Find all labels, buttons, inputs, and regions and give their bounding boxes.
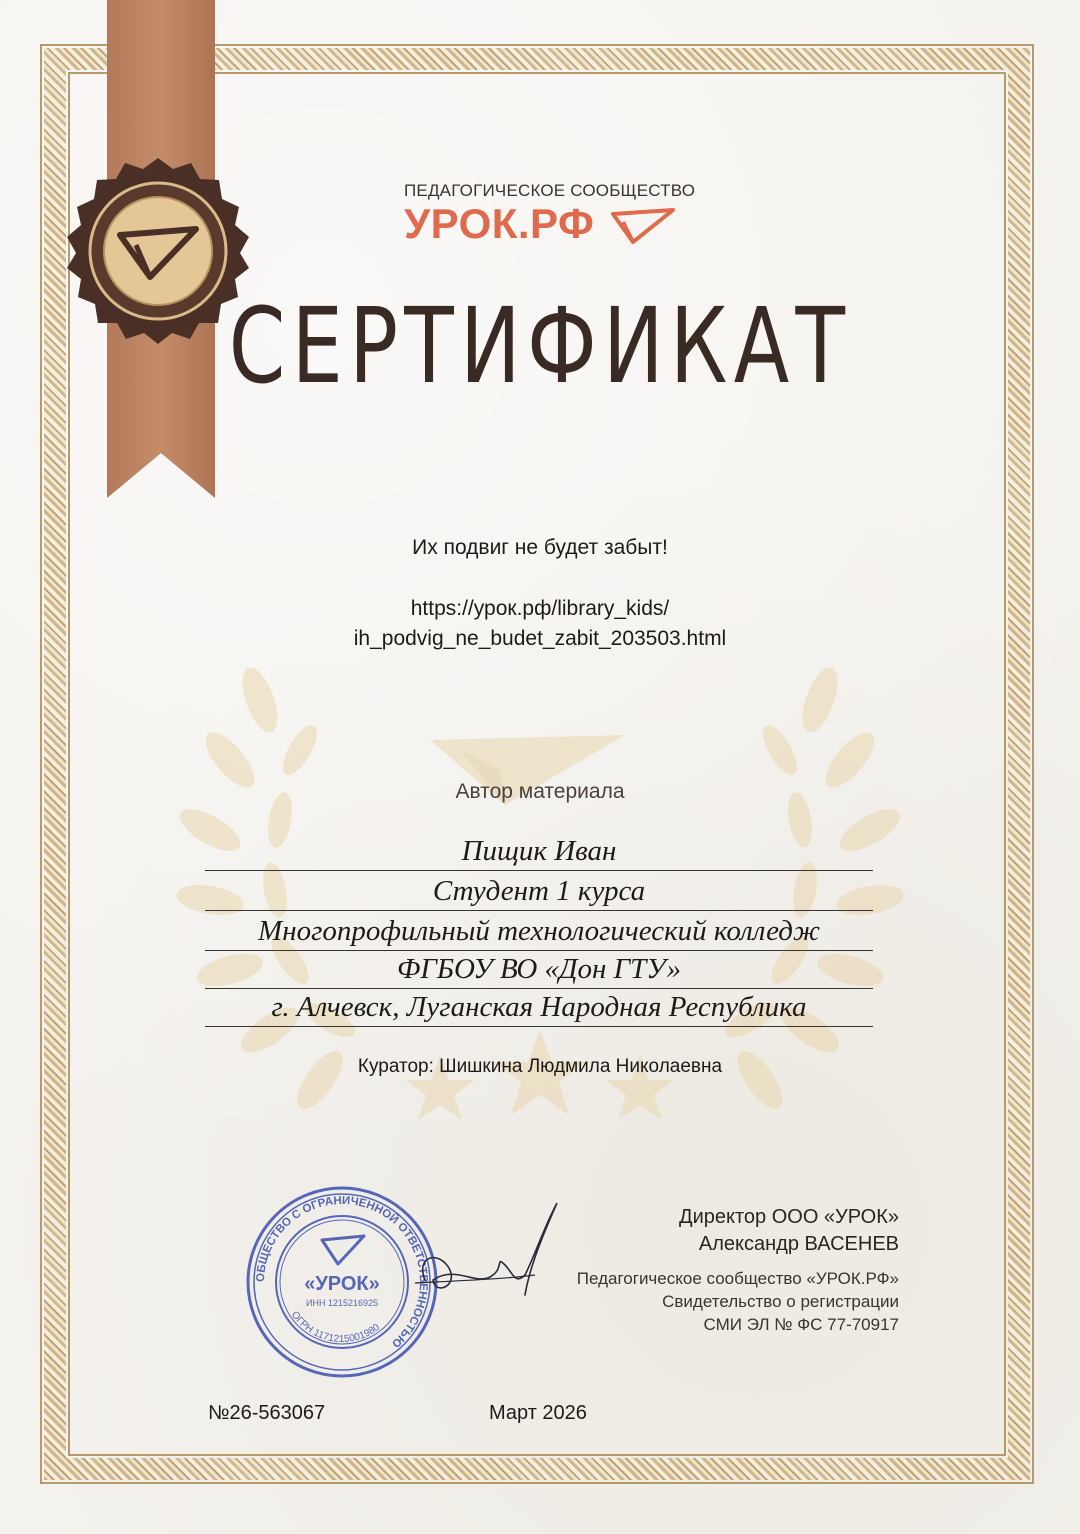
registration-block: [577, 1268, 899, 1337]
curator: Куратор: Шишкина Людмила Николаевна: [357, 1056, 723, 1077]
certificate-title: СЕРТИФИКАТ: [228, 285, 852, 407]
certificate-number: №26-563067: [208, 1402, 326, 1424]
director-signature: [395, 1195, 565, 1305]
society-name: Педагогическое сообщество «УРОК.РФ»: [576, 1269, 899, 1288]
author-college: Многопрофильный технологический колледж: [205, 912, 873, 951]
registration-number: СМИ ЭЛ № ФС 77-70917: [703, 1314, 899, 1334]
director-position: Директор ООО «УРОК»: [679, 1206, 899, 1228]
material-url-line1: https://урок.рф/library_kids/: [410, 597, 670, 620]
svg-text:ИНН 1215216925: ИНН 1215216925: [305, 1298, 379, 1308]
material-url-line2: ih_podvig_ne_budet_zabit_203503.html: [353, 627, 727, 650]
director-block: [679, 1204, 899, 1258]
author-label: Автор материала: [455, 780, 625, 803]
author-course: Студент 1 курса: [205, 872, 873, 911]
director-name: Александр ВАСЕНЕВ: [698, 1233, 899, 1255]
svg-text:ОГРН 1171215001980: ОГРН 1171215001980: [288, 1309, 382, 1346]
registration-label: Свидетельство о регистрации: [662, 1291, 899, 1311]
svg-text:«УРОК»: «УРОК»: [304, 1273, 380, 1295]
svg-text:ОБЩЕСТВО С ОГРАНИЧЕННОЙ ОТВЕТС: ОБЩЕСТВО С ОГРАНИЧЕННОЙ ОТВЕТСТВЕННОСТЬЮ: [254, 1194, 430, 1350]
material-title: Их подвиг не будет забыт!: [412, 536, 668, 559]
brand-community-label: ПЕДАГОГИЧЕСКОЕ СООБЩЕСТВО: [404, 181, 696, 200]
certificate-date: Март 2026: [489, 1402, 587, 1424]
author-university: ФГБОУ ВО «Дон ГТУ»: [205, 950, 873, 989]
paper-plane-icon: [609, 206, 677, 246]
author-name: Пищик Иван: [205, 832, 873, 871]
brand-name: УРОК.РФ: [404, 200, 595, 247]
author-location: г. Алчевск, Луганская Народная Республика: [205, 988, 873, 1027]
